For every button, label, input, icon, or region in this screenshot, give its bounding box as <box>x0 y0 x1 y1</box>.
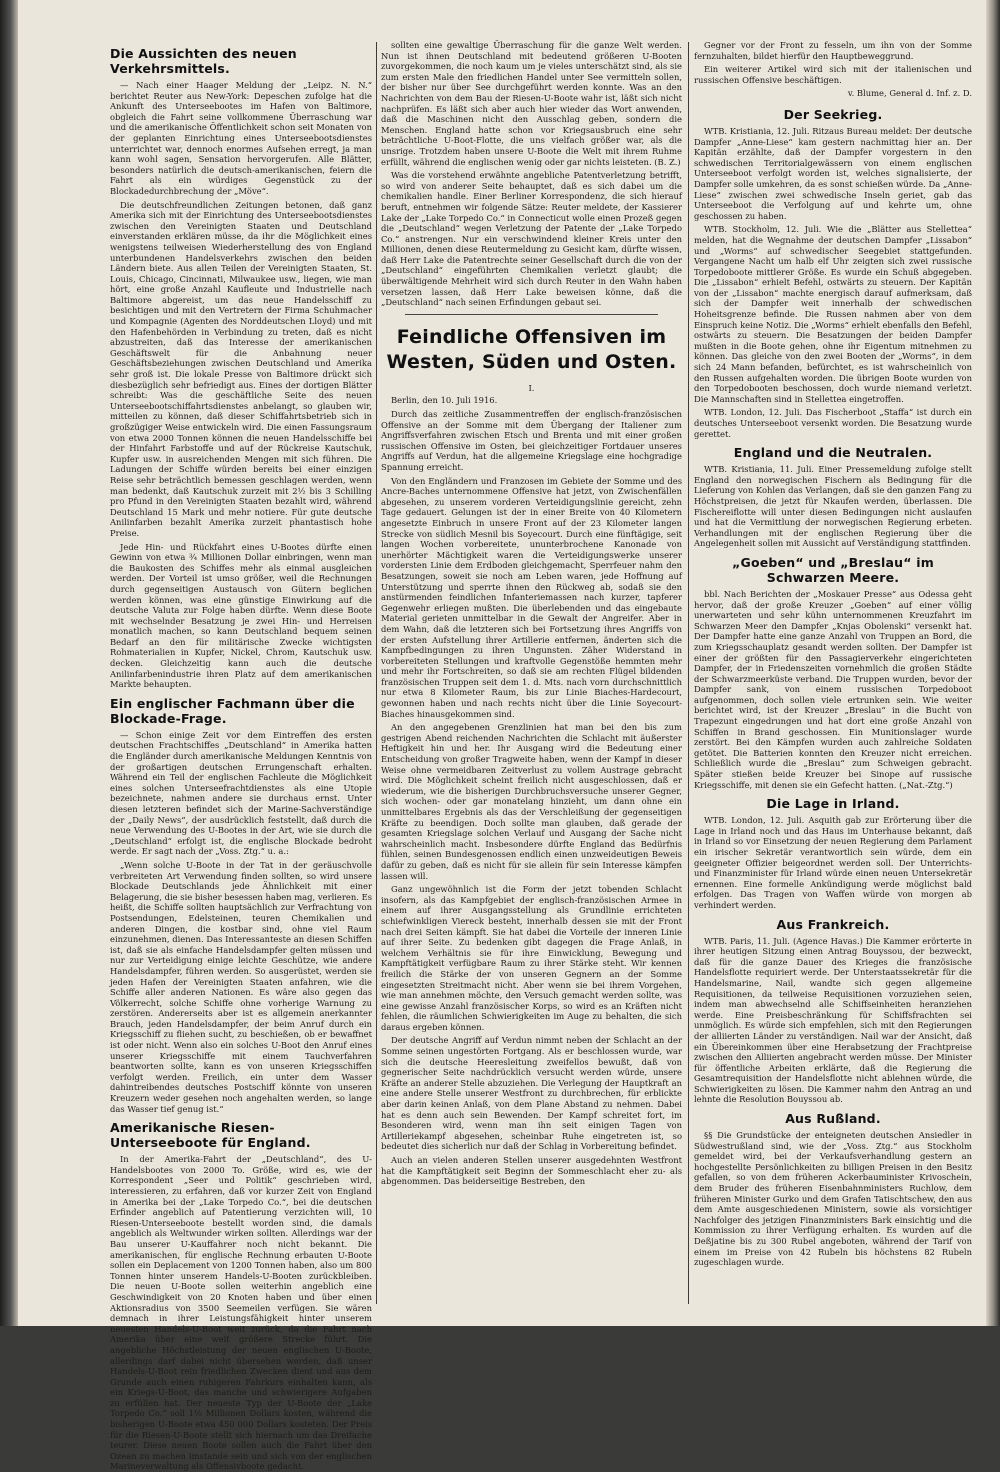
article-paragraph: Durch das zeitliche Zusammentreffen der englisch-französischen Offensive an der Somme mit dem Übergang der Italiener zum Angriffsverfahren zwischen Etsch und Brenta und mit einer großen russischen Offensive im Osten, bei gleichzeitiger Fortdauer unseres Angriffs auf Verdun, hat die allgemeine Kriegslage eine hochgradige Spannung erreicht. <box>381 409 682 472</box>
article-paragraph: WTB. Paris, 11. Juli. (Agence Havas.) Die Kammer erörterte in ihrer heutigen Sitzung einen Antrag Bouyssou, der bezweckt, daß für die ganze Dauer des Krieges die französische Handelsflotte requiriert werde. Der Unterstaatssekretär für die Handelsmarine, Nail, wandte sich gegen allgemeine Requisitionen, da teilweise Requisitionen vorzuziehen seien, indem man abwechselnd alle Schiffseinheiten heranziehen werde. Eine Preisbeschränkung für Schiffsfrachten sei unmöglich. Es würde sich empfehlen, sich mit den Regierungen der alliierten Länder zu verständigen. Nail war der Ansicht, daß ein Übereinkommen über eine Herabsetzung der Frachtpreise zwischen den Alliierten angebracht werden müsse. Der Minister für öffentliche Arbeiten erklärte, daß die Regierung die Gesamtrequisition der Handelsflotte nicht ablehnen würde, die Schwierigkeiten zu lösen. Die Kammer nahm den Antrag an und lehnte die Resolution Bouyssou ab. <box>694 935 972 1105</box>
article-headline: Der Seekrieg. <box>783 106 883 122</box>
article-paragraph: Von den Engländern und Franzosen im Gebiete der Somme und des Ancre-Baches unternommene Offensive hat jetzt, von Zwischenfällen abgesehen, zu unserem vorderen Verteidigungslinie gereicht, zehn Tage gedauert. Gelungen ist der in einer Breite von 40 Kilometern angesetzte Einbruch in unsere Front auf der 23 Kilometer langen Strecke von südlich Mesnil bis Soyecourt. Durch eine fünftägige, seit langen Wochen vorbereitete, ununterbrochene Kanonade von unerhörter Mächtigkeit waren die Verteidigungswerke unserer vordersten Linie dem Erdboden gleichgemacht, Sperrfeuer nahm den Besatzungen, soweit sie noch am Leben waren, jede Hoffnung auf Unterstützung und sperrte ihnen den Rückweg ab, sodaß sie den anstürmenden feindlichen Infanteriemassen nach kurzer, tapferer Gegenwehr erliegen mußten. Die überlebenden und das eingebaute Material gerieten unmittelbar in die Gewalt der Angreifer. Aber in dem Wahn, daß die letzteren sich bei Fortsetzung ihres Angriffs von der ersten Aufstellung ihrer Artillerie entfernen, änderten sich die Kampfbedingungen zu ihren Ungunsten. Zäher Widerstand in vorbereiteten Stellungen und kraftvolle Gegenstöße hemmten mehr und mehr ihr Fortschreiten, so daß sie am rechten Flügel bildenden französischen Truppen seit dem 1. d. Mts. nach vorn durchschnittlich nur etwa 8 Kilometer Raum, bis zur Linie Biaches-Hardecourt, gewonnen haben und nach rechts nicht über die Linie Soyecourt-Biaches hinausgekommen sind. <box>381 475 682 719</box>
article-paragraph: „Wenn solche U-Boote in der Tat in der geräuschvolle verbreiteten Art Verwendung finden sollten, so wird unsere Blockade Deutschlands jede Ähnlichkeit mit einer Belagerung, die sie bisher besessen haben mag, verlieren. Es heißt, die Schiffe sollten hauptsächlich zur Verfrachtung von Postsendungen, Edelsteinen, teuren Chemikalien und anderen Dingen, die kostbar sind, ohne viel Raum einzunehmen, dienen. Das Interessanteste an diesen Schiffen ist, daß sie als einfache Handelsdampfer gelten müssen und nur zur Verteidigung einige leichte Geschütze, wie andere Handelsdampfer, führen werden. So ausgerüstet, werden sie jeden Hafen der Vereinigten Staaten anfahren, wie die Schiffe aller anderen Nationen. Es wäre also gegen das Völkerrecht, solche Schiffe ohne vorherige Warnung zu zerstören. Andererseits aber ist es allgemein anerkannter Brauch, jeden Handelsdampfer, der beim Anruf durch ein Kriegsschiff zu fliehen sucht, zu beschießen, ob er bewaffnet ist oder nicht. Wenn also ein solches U-Boot den Anruf eines unserer Kriegsschiffe mit einem Tauchverfahren beantworten sollte, kann es von unseren Kriegsschiffen verfolgt werden. Freilich, ein unter dem Wasser dahintreibendes deutsches Postschiff könnte von unseren Kreuzern weder gesehen noch angehalten werden, so lange das Wasser tief genug ist.“ <box>110 859 372 1114</box>
article-paragraph: §§ Die Grundstücke der enteigneten deutschen Ansiedler in Südwestrußland sind, wie der „Voss. Ztg.“ aus Stockholm gemeldet wird, bei der Verkaufsverhandlung gestern an hochgestellte Persönlichkeiten zu billigen Preisen in den Besitz gefallen, so von dem früheren Ackerbauminister Krivoschein, dem Bruder des früheren Eisenbahnministers Ruchlow, dem früheren Minister Gurko und dem Grafen Tatischtschew, den aus dem Amte ausgeschiedenen Ministern, sowie als vorsichtiger Nachfolger des jetzigen Finanzministers Bark einsichtig und die Kommission zu ihrer Verfügung erhalten. Es wurden auf die Deßjatine bis zu 300 Rubel angeboten, während der Tarif von einem im Preise von 42 Rubeln bis höchstens 82 Rubeln zugeschlagen wurde. <box>694 1130 972 1268</box>
article-paragraph: Was die vorstehend erwähnte angebliche Patentverletzung betrifft, so wird von anderer Seite behauptet, daß es sich dabei um die chemikalien handle. Einer Berliner Korrespondenz, die sich hierauf beruft, entnehmen wir folgende Sätze: Reuter meldete, der Kassierer Lake der „Lake Torpedo Co.“ in Connecticut wolle einen Prozeß gegen die „Deutschland“ wegen Verletzung der Patente der „Lake Torpedo Co.“ anstrengen. Nur ein verschwindend kleiner Kreis unter den Millionen, denen diese Reutermeldung zu Gesicht kam, dürfte wissen, daß Herr Lake die Patentrechte seiner Gesellschaft durch die von der „Deutschland“ eingeführten Chemikalien verletzt glaubt; die überwältigende Mehrheit wird sich durch Reuter in den Wahn haben versetzen lassen, daß Herr Lake beweisen könne, daß die „Deutschland“ nach seinen Erfindungen gebaut sei. <box>381 170 682 308</box>
article-headline: Ein englischer Fachmann über die Blockade-Frage. <box>110 695 355 726</box>
article-paragraph: Ganz ungewöhnlich ist die Form der jetzt tobenden Schlacht insofern, als das Kampfgebiet der englisch-französischen Armee in einem auf ihrer Ausgangsstellung als Grundlinie errichteten schiefwinkligen Viereck besteht, innerhalb dessen sie mit der Front nach drei Seiten kämpft. Sie hat dabei die Vorteile der inneren Linie auf ihrer Seite. Zu bedenken gibt dagegen die Frage Anlaß, in welchem Verhältnis sie für ihre Einwicklung, Bewegung und Kampftätigkeit verfügbare Raum zu ihrer Stärke steht. Wir kennen freilich die Stärke der von unseren Gegnern an der Somme eingesetzten Streitmacht nicht. Aber wenn sie bei ihrem Vorgehen, wie man annehmen möchte, den Versuch gemacht werden sollte, was eine gewisse Anzahl französischer Korps, so wird es an Kräften nicht fehlen, die räumlichen Schwierigkeiten im Auge zu behalten, die sich daraus ergeben können. <box>381 884 682 1032</box>
article-headline: England und die Neutralen. <box>733 445 933 461</box>
article-paragraph: bbl. Nach Berichten der „Moskauer Presse“ aus Odessa geht hervor, daß der große Kreuzer „Goeben“ auf einer völlig unerwarteten und sehr kühn unternommenen Kreuzfahrt im Schwarzen Meer den Dampfer „Knjas Obolenski“ versenkt hat. Der Dampfer hatte eine ganze Anzahl von Truppen an Bord, die zum Kriegsschauplatz gesandt werden sollten. Der Dampfer ist einer der größten für den Passagierverkehr eingerichteten Dampfer, der in Friedenszeiten vornehmlich die großen Städte der Schwarzmeerküste verband. Die Truppen wurden, bevor der Dampfer sank, von einem russischen Torpedoboot aufgenommen, doch sollen viele ertrunken sein. Wie weiter berichtet wird, ist der Kreuzer „Breslau“ in die Bucht von Trapezunt eingedrungen und hat dort eine große Anzahl von Schiffen in Brand geschossen. Ein Munitionslager wurde zerstört. Bei den Kämpfen wurden auch zahlreiche Soldaten getötet. Die Batterien konnten den Kreuzer nicht erreichen. Schließlich wurde die „Breslau“ zum Schweigen gebracht. Später stießen beide Kreuzer bei Sinope auf russische Kriegsschiffe, mit denen sie ein Gefecht hatten. („Nat.-Ztg.“) <box>694 588 972 790</box>
article-headline: Die Aussichten des neuen Verkehrsmittels. <box>110 46 297 76</box>
part-number: I. <box>528 382 535 393</box>
article-headline: Aus Frankreich. <box>776 916 890 932</box>
article-paragraph: — Schon einige Zeit vor dem Eintreffen des ersten deutschen Frachtschiffes „Deutschland“ in Amerika hatten die Engländer durch amerikanische Meldungen Kenntnis von der großartigen deutschen Errungenschaft erhalten. Während ein Teil der englischen Fachleute die Möglichkeit eines solchen Unterseefrachtdienstes als eine Utopie bezeichnete, nahmen andere sie durchaus ernst. Unter diesen letzteren befindet sich der Marine-Sachverständige der „Daily News“, der ausdrücklich feststellt, daß durch die neue Verwendung des U-Bootes in der Art, wie sie durch die „Deutschland“ erfolgt ist, die englische Blockade bedroht werde. Er sagt nach der „Voss. Ztg.“ u. a.: <box>110 729 372 857</box>
column-middle <box>381 40 682 1308</box>
article-headline: Die Lage in Irland. <box>766 796 900 812</box>
page-binding-shadow <box>0 0 18 1326</box>
section-divider <box>405 314 658 315</box>
article-paragraph: Die deutschfreundlichen Zeitungen betonen, daß ganz Amerika sich mit der Einrichtung des Unterseebootsdienstes zwischen den Vereinigten Staaten und Deutschland einverstanden erklären müsse, da ihr die Möglichkeit eines wenigstens teilweisen Wiederherstellung des von England unterbundenen Handelsverkehrs zwischen den beiden Ländern biete. Aus allen Teilen der Vereinigten Staaten, St. Louis, Chicago, Cincinnati, Milwaukee usw., liegen, wie man hört, eine große Anzahl Kaufleute und Industrielle nach Baltimore abgereist, um das neue Handelsschiff zu besichtigen und mit den Vertretern der Firma Schuhmacher und Kompagnie (Agenten des Norddeutschen Lloyd) und mit den Hafenbehörden in Verbindung zu treten, daß es nicht abzustreiten, daß das Interesse der amerikanischen Geschäftswelt für die Anbahnung neuer Geschäftsbeziehungen zwischen Deutschland und Amerika sehr groß ist. Die lokale Presse von Baltimore drückt sich diesbezüglich sehr befriedigt aus. Eines der dortigen Blätter schreibt: Was die geschäftliche Seite des neuen Unterseebootschiffahrtsdienstes anbelangt, so glauben wir, mitteilen zu können, daß dieser Schiffahrtsbetrieb sich in großzügiger Weise entwickeln wird. Die einen Fassungsraum von etwa 2000 Tonnen können die neuen Handelsschiffe bei der Hinfahrt Farbstoffe und auf der Rückreise Kautschuk, Kupfer usw. in ausreichenden Mengen mit sich führen. Die Ladungen der Schiffe würden bereits bei einer einzigen Reise sehr beträchtlich bemessen geschlagen werden, wenn man bedenkt, daß Kautschuk zurzeit mit 2½ bis 3 Schilling pro Pfund in den Vereinigten Staaten bezahlt wird, während Deutschland 15 Mark und mehr notiere. Für gute deutsche Anilinfarben bezahlt Amerika zurzeit phantastisch hohe Preise. <box>110 199 372 538</box>
dateline: Berlin, den 10. Juli 1916. <box>391 395 498 406</box>
article-paragraph: Jede Hin- und Rückfahrt eines U-Bootes dürfte einen Gewinn von etwa ¾ Millionen Dollar einbringen, wenn man die Baukosten des Schiffes mehr als einmal ausgleichen werden. Der Vorteil ist umso größer, weil die Rechnungen durch gegenseitigen Austausch von Gütern beglichen werden können, was eine günstige Einwirkung auf die deutsche Valuta zur Folge haben dürfte. Wenn diese Boote mit wechselnder Besatzung je zwei Hin- und Herreisen monatlich machen, so kann Deutschland bequem seinen Bedarf an den für militärische Zwecke wichtigsten Rohmaterialien in Kupfer, Nickel, Chrom, Kautschuk usw. decken. Gleichzeitig kann auch die deutsche Anilinfarbenindustrie ihren Platz auf dem amerikanischen Markte behaupten. <box>110 541 372 690</box>
column-right <box>694 40 972 1308</box>
article-paragraph: Gegner vor der Front zu fesseln, um ihn von der Somme fernzuhalten, bildet hierfür den Hauptbeweggrund. <box>694 40 972 61</box>
article-paragraph: WTB. Stockholm, 12. Juli. Wie die „Blätter aus Stellettea“ melden, hat die Wegnahme der deutschen Dampfer „Lissabon“ und „Worms“ auf schwedischer Seegebiet stattgefunden. Vergangene Nacht um halb elf Uhr zeigten sich zwei russische Torpedoboote mittlerer Größe. Es wurde ein Schuß abgegeben. Die „Lissabon“ erhielt Befehl, ostwärts zu steuern. Der Kapitän von der „Lissabon“ machte energisch darauf aufmerksam, daß sich der Dampfer weit innerhalb der schwedischen Hoheitsgrenze befinde. Die Russen nahmen aber von dem Einspruch keine Notiz. Die „Worms“ erhielt ebenfalls den Befehl, ostwärts zu steuern. Die Besatzungen der beiden Dampfer mußten in die Boote gehen, ohne ihr Eigentum mitnehmen zu können. Das gleiche von den zwei Booten der „Worms“, in dem sich 24 Mann befanden, befürchtet, es ist wahrscheinlich von den Russen aufgehalten worden. Die übrigen Boote wurden von den Torpedobooten beschossen, doch wurde niemand verletzt. Die Mannschaften sind in Stellettea eingetroffen. <box>694 224 972 404</box>
article-headline: Aus Rußland. <box>785 1111 881 1127</box>
article-paragraph: WTB. London, 12. Juli. Asquith gab zur Erörterung über die Lage in Irland noch und das Haus im Unterhause bekannt, daß in Irland so vor Einsetzung der neuen Regierung dem Parlament ein irischer Sekretär verantwortlich sein würde, dem ein geeigneter Offizier beigeordnet werden soll. Der Unterrichts- und Finanzminister für Irland würde einen neuen Untersekretär ernennen. Eine formelle Ankündigung werde möglichst bald erfolgen. Das Tragen von Waffen würde von morgen ab verhindert werden. <box>694 815 972 910</box>
article-paragraph: WTB. Kristiania, 11. Juli. Einer Pressemeldung zufolge stellt England den norwegischen Fischern als Bedingung für die Lieferung von Kohlen das Verlangen, daß sie den ganzen Fang zu Höchstpreisen, die jetzt für Nkaufen werden, überlassen. Die Fischereiflotte will unter diesen Bedingungen nicht auslaufen und hat die Vermittlung der norwegischen Regierung erbeten. Verhandlungen mit der englischen Regierung über die Angelegenheit sollen mit Aussicht auf Verständigung stattfinden. <box>694 464 972 549</box>
author-signature: v. Blume, General d. Inf. z. D. <box>847 88 972 99</box>
article-paragraph: Der deutsche Angriff auf Verdun nimmt neben der Schlacht an der Somme seinen ungestörten Fortgang. Als er beschlossen wurde, war sich die deutsche Heeresleitung zweifellos bewußt, daß von gegnerischer Seite nachdrücklich versucht werden würde, unsere Kräfte an anderer Stelle abzuziehen. Die Verlegung der Hauptkraft an eine andere Stelle unserer Westfront zu durchbrechen, für erblickte aber darin keinen Anlaß, von dem Plane Abstand zu nehmen. Dabei hat es denn auch sein Bewenden. Der Kampf schreitet fort, im Besonderen wird, wenn man ihn seit einigen Tagen von Artilleriekampf abgesehen, scheinbar Ruhe eingetreten ist, so bedeutet dies sicherlich nur daß der Schlag in Vorbereitung befindet. <box>381 1035 682 1152</box>
main-headline: Feindliche Offensiven im Westen, Süden und Osten. <box>386 325 677 373</box>
article-headline: „Goeben“ und „Breslau“ im Schwarzen Meere. <box>732 554 934 585</box>
article-paragraph: Auch an vielen anderen Stellen unserer ausgedehnten Westfront hat die Kampftätigkeit seit Beginn der Sommeschlacht eher zu- als abgenommen. Das beiderseitige Bestreben, den <box>381 1155 682 1187</box>
column-left <box>110 40 372 1472</box>
article-paragraph: Ein weiterer Artikel wird sich mit der italienischen und russischen Offensive beschäftigen. <box>694 64 972 85</box>
article-paragraph: sollten eine gewaltige Überraschung für die ganze Welt werden. Nun ist ihnen Deutschland mit bedeutend größeren U-Booten zuvorgekommen, die noch kaum um je vieles unterschätzt sind, als sie zum ersten Male den friedlichen Handel unter See vermitteln sollen, der bisher nur über See durchgeführt werden konnte. Was an den Nachrichten von dem Bau der Riesen-U-Boote wahr ist, läßt sich nicht nachprüfen. Es läßt sich aber auch hier wieder das Wort anwenden, daß die Maschinen nicht den Ausschlag geben, sondern die Menschen. England hatte schon vor Kriegsausbruch eine sehr beträchtliche U-Boot-Flotte, die uns vielfach größer war, als die unsrige. Trotzdem haben unsere U-Boote die Welt mit ihrem Ruhme erfüllt, während die englischen wenig oder gar nichts leisteten. (B. Z.) <box>381 40 682 167</box>
article-paragraph: WTB. London, 12. Juli. Das Fischerboot „Staffa“ ist durch ein deutsches Unterseeboot versenkt worden. Die Besatzung wurde gerettet. <box>694 407 972 439</box>
column-rule <box>376 42 377 1304</box>
column-rule <box>688 42 689 1304</box>
article-paragraph: WTB. Kristiania, 12. Juli. Ritzaus Bureau meldet: Der deutsche Dampfer „Anne-Liese“ kam gestern nachmittag hier an. Der Kapitän erzählte, daß der Dampfer vorgestern in den schwedischen Territorialgewässern von einem englischen Unterseeboot verfolgt worden ist, welches signalisierte, der Dampfer solle umkehren, da es sonst schießen würde. Da „Anne-Liese“ zwischen zwei schwedische Inseln geriet, gab das Unterseeboot die Verfolgung auf und kehrte um, ohne geschossen zu haben. <box>694 125 972 221</box>
article-headline: Amerikanische Riesen-Unterseeboote für England. <box>110 1120 311 1151</box>
article-paragraph: — Nach einer Haager Meldung der „Leipz. N. N.“ berichtet Reuter aus New-York: Depeschen zufolge hat die Ankunft des Unterseebootes im Hafen von Baltimore, obgleich die Fahrt seine vollkommene Überraschung war und die amerikanische Öffentlichkeit schon seit Monaten von der geplanten Einrichtung eines Unterseebootsdienstes unterrichtet war, dennoch enormes Aufsehen erregt, ja man kann wohl sagen, Sensation hervorgerufen. Alle Blätter, besonders natürlich die deutsch-amerikanischen, feiern die Fahrt als ein würdiges Gegenstück zu der Blockadedurchbrechung der „Möve“. <box>110 80 372 196</box>
page-edge <box>986 0 1000 1326</box>
article-paragraph: In der Amerika-Fahrt der „Deutschland“, des U-Handelsbootes von 2000 To. Größe, wird es, wie der Korrespondent „Seer und Politik“ geschrieben wird, interessieren, zu erfahren, daß vor kurzer Zeit von England in Amerika bei der „Lake Torpedo Co.“, bei die deutschen Erfinder angeblich auf Patentierung verzichten will, 10 Riesen-Unterseeboote bestellt worden sind, die damals angeblich als Weltwunder wirken sollten. Allerdings war der Bau unserer U-Kauffahrer noch nicht bekannt. Die amerikanischen, für englische Rechnung erbauten U-Boote sollen ein Deplacement von 1200 Tonnen haben, also um 800 Tonnen hinter unserem Handels-U-Booten zurückbleiben. Die neuen U-Boote sollen weiterhin angeblich eine Geschwindigkeit von 20 Knoten haben und über einen Aktionsradius von 3500 Seemeilen verfügen. Sie wären demnach in ihrer Leistungsfähigkeit hinter unserem neuesten Handels-U-Boot weit zurück, da die Fahrt nach Amerika über eine weit größere Strecke führt. Die angebliche Höchstleistung der neuen englischen U-Boote, allerdings darf dabei nicht übersehen werden, daß unser Handels-U-Boot rein friedlichen Zwecken dient und aus dem Grunde auch einen ruhigeren Fahrkurs einhalten kann, als ein Kriegs-U-Boot, das manche und schwierigere Aufgaben zu erfüllen hat. Der neueste Typ der U-Boote der „Lake Torpedo Co.“ soll 1½ Millionen Dollars kosten, während die bisherigen U-Boote etwa 450 000 Dollars kosteten. Der Preis für die Riesen-U-Boote stellt sich hiernach um das Dreifache teurer. Diese neuen Boote sollen auch die Fahrt über den Ozean zu machen imstande sein und sich von der englischen Marineverwaltung als Offensivboote gedacht. <box>110 1154 372 1472</box>
article-paragraph: An den angegebenen Grenzlinien hat man bei den bis zum gestrigen Abend reichenden Nachrichten die Schlacht mit äußerster Heftigkeit hin und her. Ihr Ausgang wird die Bedeutung einer Entscheidung von großer Tragweite haben, wenn der Kampf in dieser Weise ohne vermeidbaren Zeitverlust zu vollem Austrage gebracht wird. Die Möglichkeit scheint freilich nicht ausgeschlossen, daß er wiederum, wie die bisherigen Durchbruchsversuche unserer Gegner, sich wochen- oder gar monatelang hinzieht, um dann ohne ein unmittelbares Ergebnis als das der Verschleißung der gegenseitigen Kräfte zu beendigen. Doch sollte man glauben, daß gerade der gesamten Kriegslage solchen Verlauf und Ausgang der Sache nicht wahrscheinlich macht. Insbesondere dürfte England das Bedürfnis fühlen, seinen Bundesgenossen endlich einen unzweideutigen Beweis dafür zu geben, daß es nicht für sie allein für sein Interesse kämpfen lassen will. <box>381 722 682 881</box>
